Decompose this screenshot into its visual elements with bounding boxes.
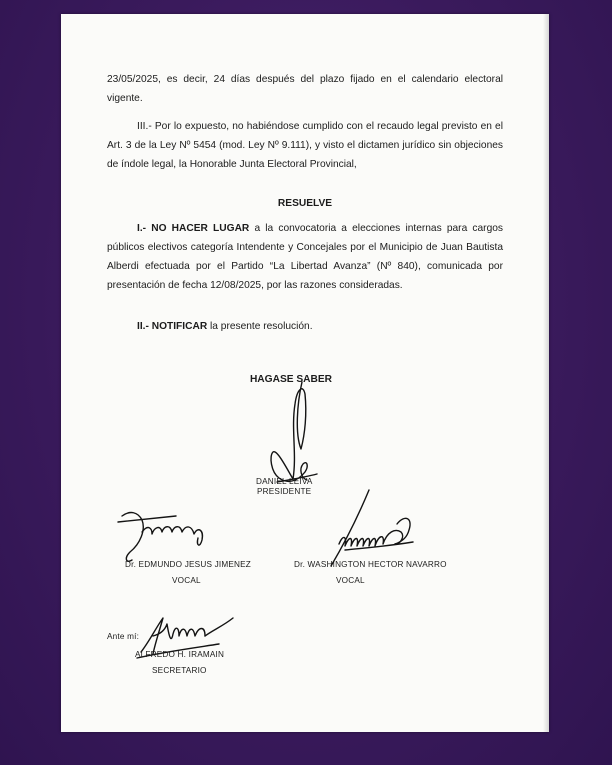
item-2-text: la presente resolución. [207, 321, 313, 332]
document-page [61, 14, 549, 732]
secretary-role: SECRETARIO [152, 666, 207, 675]
closing-formula: HAGASE SABER [249, 374, 333, 385]
president-signature [257, 374, 327, 494]
resolution-item-2 [107, 317, 503, 336]
secretary-name: ALFREDO H. IRAMAIN [135, 650, 225, 659]
vocal-2-name: Dr. WASHINGTON HECTOR NAVARRO [294, 560, 447, 569]
president-role: PRESIDENTE [257, 487, 312, 496]
secretary-prefix: Ante mí: [107, 632, 140, 641]
page-edge-shadow [543, 14, 549, 732]
resolution-item-1 [107, 219, 503, 295]
vocal-1-name: Dr. EDMUNDO JESUS JIMENEZ [125, 560, 252, 569]
item-2-action: II.- NOTIFICAR [137, 321, 208, 332]
vocal-2-role: VOCAL [336, 576, 365, 585]
paragraph-iii: III.- Por lo expuesto, no habiéndose cumplido con el recaudo legal previsto en el Art. 3 de la Ley Nº 5454 (mod. Ley Nº 9.111), y visto el dictamen jurídico sin objeciones de índole legal, la Honorable Junta Electoral Provincial, [107, 121, 503, 170]
resolution-heading: RESUELVE [277, 198, 333, 209]
paragraph-previous: 23/05/2025, es decir, 24 días después del plazo fijado en el calendario electoral vigente. [107, 74, 503, 104]
president-name: DANIEL LEIVA [256, 477, 313, 486]
item-1-text: a la convocatoria a elecciones internas para cargos públicos electivos categoría Intendente y Concejales por el Municipio de Juan Bautista Alberdi efectuada por el Partido “La Libertad Avanza” (Nº 840), comunicada por presentación de fecha 12/08/2025, por las razones consideradas. [107, 223, 503, 291]
item-1-action: I.- NO HACER LUGAR [137, 223, 250, 234]
vocal-1-role: VOCAL [172, 576, 201, 585]
